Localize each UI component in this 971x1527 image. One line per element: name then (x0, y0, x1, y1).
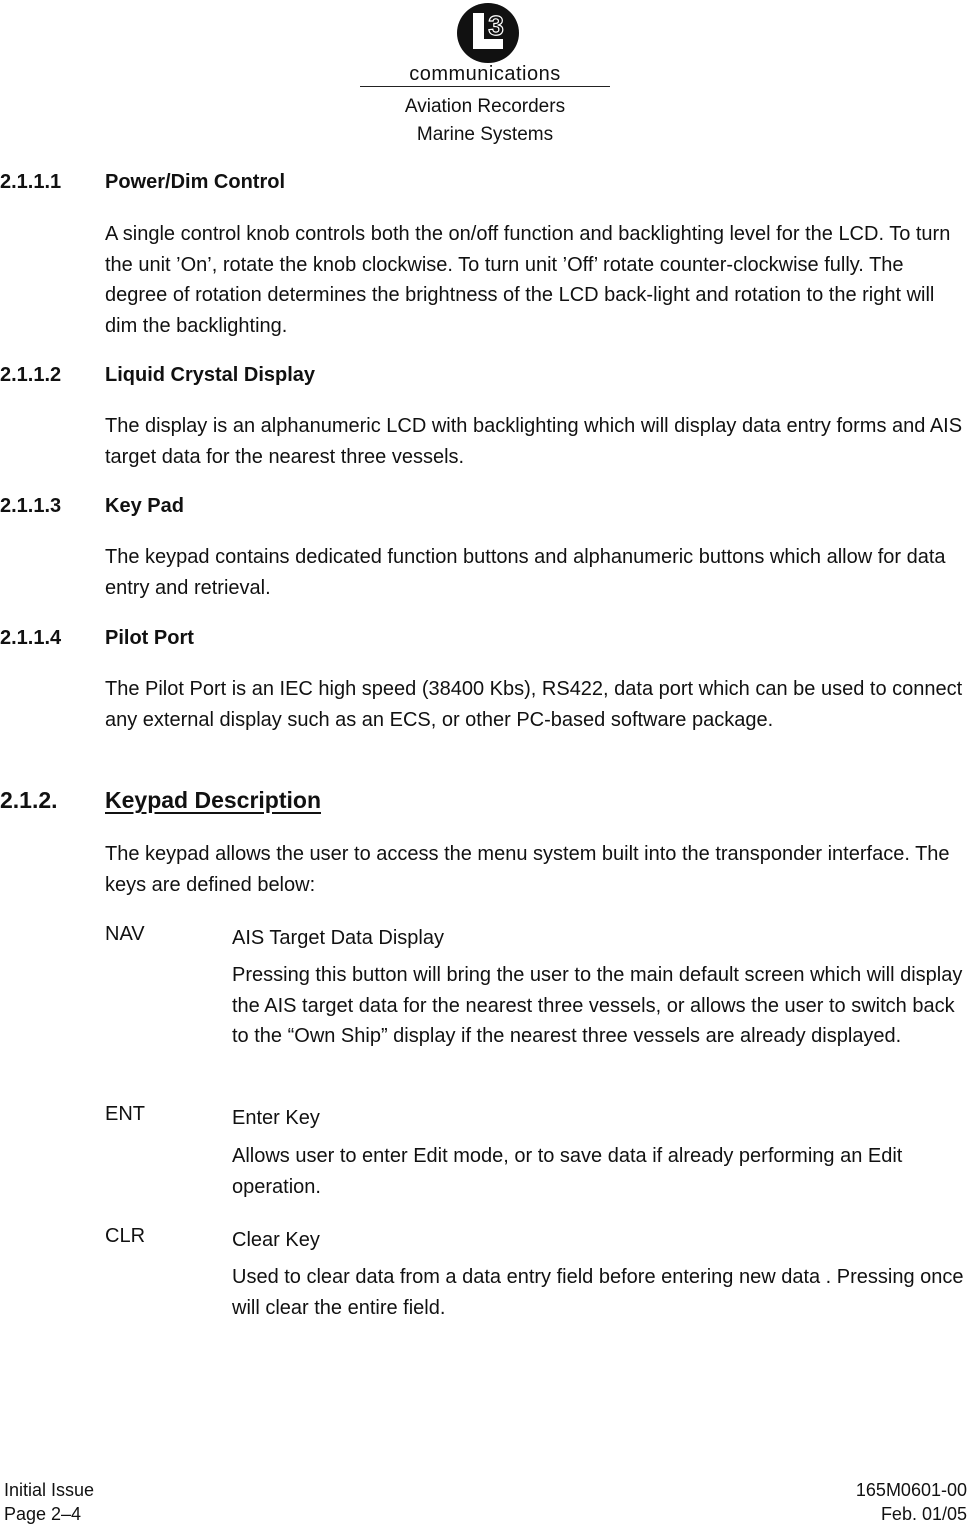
key-label-ent: ENT (105, 1103, 145, 1125)
section-title: Power/Dim Control (105, 171, 286, 193)
footer-date: Feb. 01/05 (880, 1504, 967, 1524)
svg-text:3: 3 (488, 10, 504, 41)
section-title: Keypad Description (105, 787, 321, 813)
key-description: Allows user to enter Edit mode, or to save data if already performing an Edit operation. (232, 1145, 903, 1198)
section-title: Liquid Crystal Display (105, 364, 316, 386)
key-description: Pressing this button will bring the user to the main default screen which will display the AIS target data for the nearest three vessels, or allows the user to switch back to the “Own Ship” display if the nearest three vessels are already displayed. (232, 964, 963, 1047)
page-header (360, 0, 610, 150)
key-label-clr: CLR (105, 1225, 146, 1247)
header-line-aviation: Aviation Recorders (404, 96, 566, 117)
logo-wordmark: communications (409, 63, 561, 85)
section-body: The keypad allows the user to access the menu system built into the transponder interface. The keys are defined below: (105, 843, 950, 896)
footer-left (4, 1478, 94, 1526)
section-body: The keypad contains dedicated function buttons and alphanumeric buttons which allow for data entry and retrieval. (105, 546, 946, 599)
section-body: A single control knob controls both the on/off function and backlighting level for the LCD. To turn the unit ’On’, rotate the knob clockwise. To turn unit ’Off’ rotate counter-clockwise fully. The degree of rotation determines the brightness of the LCD back-light and rotation to the right will dim the backlighting. (105, 223, 951, 337)
footer-doc-number: 165M0601-00 (855, 1480, 967, 1500)
section-title: Pilot Port (105, 627, 194, 649)
header-line-marine: Marine Systems (416, 124, 554, 145)
footer-right (856, 1478, 967, 1526)
key-name: AIS Target Data Display (232, 927, 444, 949)
section-number: 2.1.1.1 (0, 171, 62, 193)
section-title: Key Pad (105, 495, 184, 517)
section-number: 2.1.1.2 (0, 364, 62, 386)
section-body: The display is an alphanumeric LCD with backlighting which will display data entry forms and AIS target data for the nearest three vessels. (105, 415, 963, 468)
key-label-nav: NAV (105, 923, 145, 945)
footer-issue: Initial Issue (4, 1480, 95, 1500)
l3-logo-icon (456, 2, 520, 64)
section-number: 2.1.1.3 (0, 495, 62, 517)
header-rule (360, 86, 610, 87)
key-description: Used to clear data from a data entry field before entering new data . Pressing once will clear the entire field. (232, 1266, 964, 1319)
footer-page-number: Page 2–4 (4, 1504, 82, 1524)
section-body: The Pilot Port is an IEC high speed (38400 Kbs), RS422, data port which can be used to connect any external display such as an ECS, or other PC-based software package. (105, 678, 963, 731)
section-number: 2.1.2. (0, 787, 58, 813)
section-number: 2.1.1.4 (0, 627, 62, 649)
key-name: Clear Key (232, 1229, 320, 1251)
key-name: Enter Key (232, 1107, 320, 1129)
